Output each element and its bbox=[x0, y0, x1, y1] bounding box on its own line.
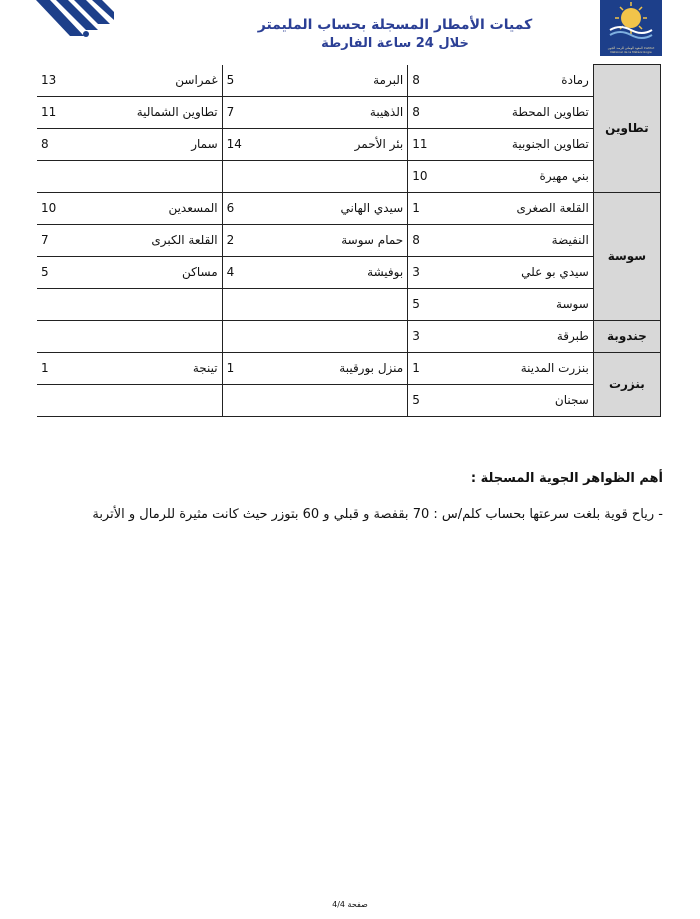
sun-wave-logo-icon bbox=[600, 0, 662, 44]
rain-value: 3 bbox=[408, 320, 457, 352]
logo-caption: المعهد الوطني للرصد الجوي Institut National de la Météorologie bbox=[607, 46, 655, 54]
station-name: بنزرت المدينة bbox=[456, 352, 593, 384]
page-number: صفحة 4/4 bbox=[332, 900, 368, 909]
rain-value: 4 bbox=[222, 256, 271, 288]
rain-value: 5 bbox=[222, 65, 271, 97]
rain-value bbox=[222, 320, 271, 352]
rain-value bbox=[222, 288, 271, 320]
rain-value: 5 bbox=[408, 288, 457, 320]
station-name bbox=[85, 288, 222, 320]
station-name bbox=[271, 160, 408, 192]
station-name: طبرقة bbox=[456, 320, 593, 352]
rain-value: 14 bbox=[222, 128, 271, 160]
station-name bbox=[271, 384, 408, 416]
institute-logo bbox=[600, 0, 662, 56]
station-name: مساكن bbox=[85, 256, 222, 288]
table-row bbox=[37, 96, 661, 128]
station-name: غمراسن bbox=[85, 65, 222, 97]
table-row bbox=[37, 320, 661, 352]
rain-value: 8 bbox=[408, 224, 457, 256]
station-name bbox=[271, 320, 408, 352]
station-name bbox=[85, 320, 222, 352]
rain-value: 1 bbox=[222, 352, 271, 384]
station-name: سيدي بو علي bbox=[456, 256, 593, 288]
rain-value: 1 bbox=[37, 352, 85, 384]
station-name: بوفيشة bbox=[271, 256, 408, 288]
table-row bbox=[37, 352, 661, 384]
rain-value bbox=[222, 384, 271, 416]
table-row bbox=[37, 128, 661, 160]
rain-value: 5 bbox=[37, 256, 85, 288]
rain-value bbox=[222, 160, 271, 192]
rain-value: 7 bbox=[222, 96, 271, 128]
station-name: بئر الأحمر bbox=[271, 128, 408, 160]
rain-value bbox=[37, 288, 85, 320]
station-name: تطاوين الجنوبية bbox=[456, 128, 593, 160]
rain-value bbox=[37, 384, 85, 416]
rain-value: 10 bbox=[37, 192, 85, 224]
rain-value: 11 bbox=[37, 96, 85, 128]
page-title: كميات الأمطار المسجلة بحساب المليمتر bbox=[257, 17, 533, 33]
phenomena-text: - رياح قوية بلغت سرعتها بحساب كلم/س : 70 بقفصة و قبلي و 60 بتوزر حيث كانت مثيرة للرمال و الأتربة bbox=[92, 507, 663, 522]
region-cell: جندوبة bbox=[593, 320, 660, 352]
region-cell: تطاوين bbox=[593, 65, 660, 193]
station-name: حمام سوسة bbox=[271, 224, 408, 256]
rain-value: 10 bbox=[408, 160, 457, 192]
station-name: تطاوين الشمالية bbox=[85, 96, 222, 128]
rain-value: 2 bbox=[222, 224, 271, 256]
rain-value: 3 bbox=[408, 256, 457, 288]
rain-value: 8 bbox=[408, 96, 457, 128]
station-name: منزل بورقيبة bbox=[271, 352, 408, 384]
station-name: القلعة الصغرى bbox=[456, 192, 593, 224]
rain-value: 8 bbox=[37, 128, 85, 160]
station-name: النفيضة bbox=[456, 224, 593, 256]
table-row bbox=[37, 65, 661, 97]
region-cell: سوسة bbox=[593, 192, 660, 320]
rain-value bbox=[37, 160, 85, 192]
station-name: القلعة الكبرى bbox=[85, 224, 222, 256]
rain-value: 7 bbox=[37, 224, 85, 256]
table-row bbox=[37, 256, 661, 288]
left-logo-icon bbox=[36, 0, 114, 42]
station-name: المسعدين bbox=[85, 192, 222, 224]
phenomena-title: أهم الظواهر الجوية المسجلة : bbox=[470, 471, 663, 486]
station-name: تينجة bbox=[85, 352, 222, 384]
table-row bbox=[37, 160, 661, 192]
table-row bbox=[37, 288, 661, 320]
rain-value: 13 bbox=[37, 65, 85, 97]
rain-value: 1 bbox=[408, 192, 457, 224]
page-subtitle: خلال 24 ساعة الفارطة bbox=[321, 36, 469, 51]
station-name: البرمة bbox=[271, 65, 408, 97]
rain-value: 1 bbox=[408, 352, 457, 384]
rain-value: 11 bbox=[408, 128, 457, 160]
rain-value: 6 bbox=[222, 192, 271, 224]
rainfall-table bbox=[37, 64, 661, 417]
station-name: سوسة bbox=[456, 288, 593, 320]
table-row bbox=[37, 384, 661, 416]
station-name: تطاوين المحطة bbox=[456, 96, 593, 128]
table-row bbox=[37, 192, 661, 224]
station-name: بني مهيرة bbox=[456, 160, 593, 192]
station-name bbox=[271, 288, 408, 320]
rain-value: 5 bbox=[408, 384, 457, 416]
station-name: سيدي الهاني bbox=[271, 192, 408, 224]
table-row bbox=[37, 224, 661, 256]
station-name bbox=[85, 384, 222, 416]
station-name: سجنان bbox=[456, 384, 593, 416]
station-name: سمار bbox=[85, 128, 222, 160]
rain-value bbox=[37, 320, 85, 352]
rain-value: 8 bbox=[408, 65, 457, 97]
station-name: رمادة bbox=[456, 65, 593, 97]
station-name bbox=[85, 160, 222, 192]
station-name: الذهيبة bbox=[271, 96, 408, 128]
region-cell: بنزرت bbox=[593, 352, 660, 416]
